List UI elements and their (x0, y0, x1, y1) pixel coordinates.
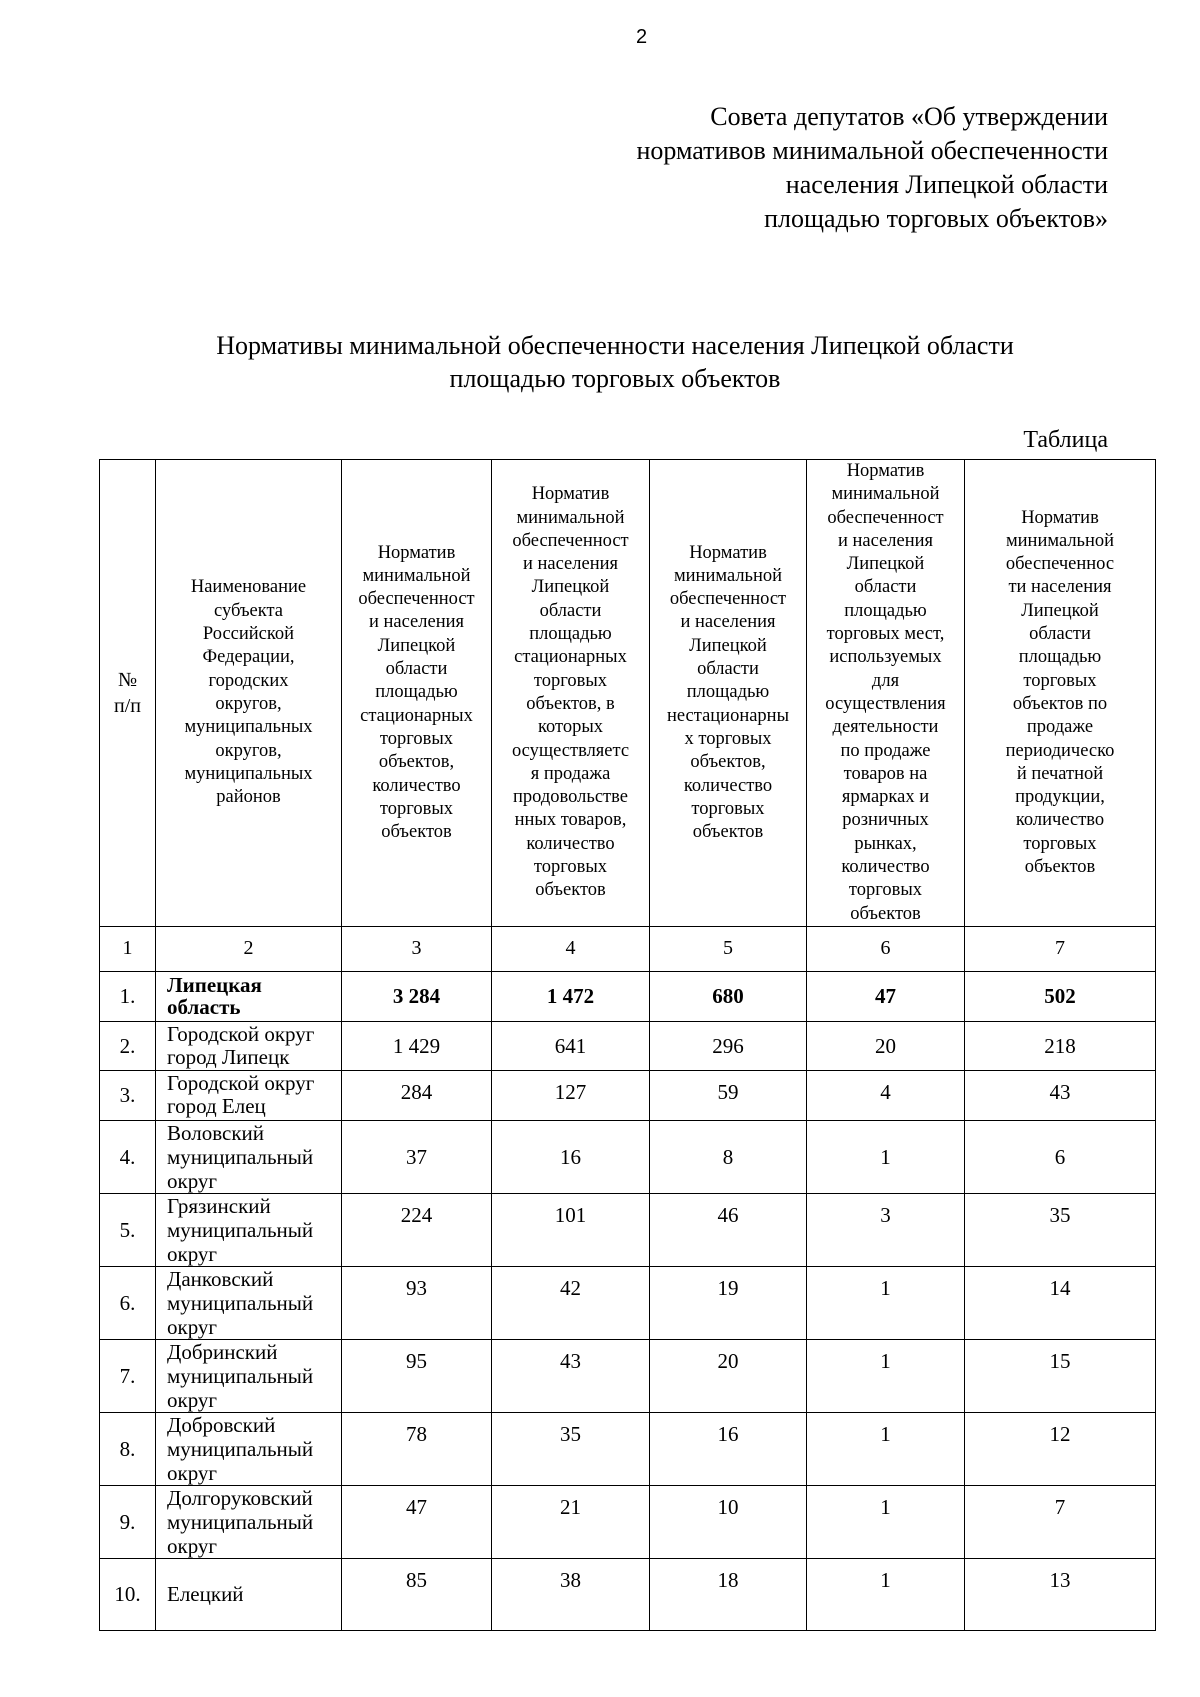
header-text-line: Норматив (689, 542, 767, 563)
value-col-5: 680 (650, 971, 807, 1021)
region-name-line: муниципальный (167, 1144, 314, 1169)
table-row (100, 1120, 1156, 1193)
header-line: Совета депутатов «Об утверждении (710, 102, 1108, 131)
table-row (100, 971, 1156, 1021)
header-text-line: объектов (692, 822, 764, 843)
header-text-line: районов (216, 787, 281, 808)
region-name-line: муниципальный (167, 1363, 314, 1388)
header-text-line: количество (683, 775, 773, 796)
title-line: Нормативы минимальной обеспеченности населения Липецкой области (216, 331, 1014, 360)
header-text-line: торговых (1023, 833, 1097, 854)
header-text-line: площадью (529, 624, 612, 645)
title-line: площадью торговых объектов (449, 364, 781, 393)
header-text-line: нных товаров, (514, 810, 627, 831)
table-body (100, 971, 1156, 1630)
header-text-line: Норматив (377, 542, 456, 563)
header-text-line: минимальной (362, 565, 471, 586)
header-text-line: по продаже (840, 740, 931, 761)
header-text-line: муниципальных (184, 717, 313, 738)
value-col-3: 3 284 (342, 971, 492, 1021)
region-name (156, 1070, 342, 1120)
region-name (156, 1485, 342, 1558)
header-text-line: торговых (848, 880, 923, 901)
value-col-6: 1 (807, 1558, 965, 1630)
header-text-line: торговых (379, 798, 454, 819)
column-number: 2 (156, 926, 342, 971)
region-name-line: округ (167, 1460, 218, 1485)
header-text-line: обеспеченност (827, 507, 944, 528)
header-text-line: и населения (680, 612, 776, 633)
value-col-6: 1 (807, 1339, 965, 1412)
header-text-line: и населения (368, 612, 465, 633)
value-col-4: 127 (492, 1070, 650, 1120)
header-text-line: минимальной (516, 507, 625, 528)
row-number: 6. (100, 1266, 156, 1339)
column-number: 3 (342, 926, 492, 971)
header-text-line: области (697, 659, 759, 680)
value-col-6: 20 (807, 1021, 965, 1070)
region-name (156, 1193, 342, 1266)
value-col-7: 15 (965, 1339, 1156, 1412)
header-text-line: области (385, 659, 448, 680)
header-text-line: Липецкой (689, 635, 767, 656)
table-caption: Таблица (1023, 427, 1108, 453)
value-col-3: 284 (342, 1070, 492, 1120)
value-col-7: 6 (965, 1120, 1156, 1193)
column-number-row (100, 926, 1156, 971)
region-name-line: Данковский (167, 1266, 274, 1291)
region-name (156, 1412, 342, 1485)
column-header-4 (492, 460, 650, 927)
column-header-1 (100, 460, 156, 927)
value-col-3: 224 (342, 1193, 492, 1266)
header-text-line: Липецкой (377, 635, 456, 656)
region-name-line: округ (167, 1314, 218, 1339)
region-name-line: Городской округ (167, 1071, 315, 1096)
value-col-4: 1 472 (492, 971, 650, 1021)
row-number: 7. (100, 1339, 156, 1412)
header-text-line: периодическо (1005, 740, 1115, 761)
header-text-line: площадью (1018, 647, 1102, 668)
header-text-line: осуществления (825, 693, 946, 714)
region-name (156, 1021, 342, 1070)
header-text-line: Норматив (1021, 507, 1099, 528)
region-name-line: округ (167, 1533, 218, 1558)
table-row (100, 1193, 1156, 1266)
region-name-line: Добровский (167, 1412, 276, 1437)
region-name-line: город Липецк (167, 1044, 290, 1069)
value-col-4: 38 (492, 1558, 650, 1630)
row-number: 8. (100, 1412, 156, 1485)
header-text-line: объектов по (1012, 693, 1108, 714)
value-col-6: 47 (807, 971, 965, 1021)
column-number: 1 (100, 926, 156, 971)
region-name (156, 1558, 342, 1630)
value-col-7: 12 (965, 1412, 1156, 1485)
value-col-6: 3 (807, 1193, 965, 1266)
value-col-5: 20 (650, 1339, 807, 1412)
region-name (156, 1339, 342, 1412)
header-line: населения Липецкой области (785, 170, 1108, 199)
value-col-5: 46 (650, 1193, 807, 1266)
header-text-line: обеспеченност (512, 530, 629, 551)
value-col-4: 43 (492, 1339, 650, 1412)
table-row (100, 1070, 1156, 1120)
region-name-line: муниципальный (167, 1436, 314, 1461)
page-number: 2 (635, 26, 648, 48)
value-col-4: 35 (492, 1412, 650, 1485)
header-text-line: объектов (535, 880, 606, 901)
region-name (156, 1120, 342, 1193)
value-col-4: 42 (492, 1266, 650, 1339)
header-text-line: х торговых (684, 728, 772, 749)
header-text-line: округов, (215, 693, 282, 714)
value-col-3: 85 (342, 1558, 492, 1630)
header-text-line: Норматив (846, 461, 925, 481)
region-name-line: округ (167, 1387, 218, 1412)
header-text-line: продаже (1026, 717, 1094, 738)
value-col-6: 1 (807, 1120, 965, 1193)
header-text-line: области (1029, 624, 1091, 645)
header-text-line: количество (372, 775, 461, 796)
header-text-line: торговых мест, (826, 624, 945, 645)
header-text-line: Норматив (531, 484, 610, 505)
header-text-line: обеспеченнос (1005, 554, 1115, 575)
header-text-line: торговых (533, 857, 608, 878)
header-text-line: городских (208, 670, 289, 691)
header-text-line: я продажа (530, 763, 611, 784)
header-text-line: объектов, (378, 752, 455, 773)
region-name (156, 1266, 342, 1339)
region-name-line: Грязинский (167, 1193, 271, 1218)
region-name-line: муниципальный (167, 1217, 314, 1242)
value-col-5: 18 (650, 1558, 807, 1630)
value-col-4: 641 (492, 1021, 650, 1070)
value-col-7: 14 (965, 1266, 1156, 1339)
header-text-line: ярмарках и (841, 787, 930, 808)
column-number: 7 (965, 926, 1156, 971)
value-col-3: 37 (342, 1120, 492, 1193)
value-col-7: 218 (965, 1021, 1156, 1070)
header-text-line: объектов (850, 903, 921, 924)
column-number: 5 (650, 926, 807, 971)
header-text-line: муниципальных (184, 763, 313, 784)
value-col-4: 16 (492, 1120, 650, 1193)
header-text-line: обеспеченност (669, 589, 787, 610)
row-number: 5. (100, 1193, 156, 1266)
table-row (100, 1339, 1156, 1412)
value-col-7: 7 (965, 1485, 1156, 1558)
header-text-line: количество (1015, 810, 1105, 831)
column-header-5 (650, 460, 807, 927)
region-name-line: Воловский (167, 1120, 265, 1145)
header-text-line: и населения (837, 530, 934, 551)
region-name-line: область (167, 995, 241, 1020)
header-text-line: Федерации, (202, 647, 295, 668)
table-header-row (100, 460, 1156, 927)
region-name-line: муниципальный (167, 1290, 314, 1315)
header-text-line: продукции, (1015, 787, 1105, 808)
approval-header (636, 100, 1108, 236)
header-text-line: минимальной (831, 484, 940, 505)
header-text-line: обеспеченност (358, 589, 475, 610)
column-header-3 (342, 460, 492, 927)
header-text-line: области (539, 600, 602, 621)
header-text-line: торговых (691, 798, 765, 819)
header-text-line: объектов (381, 822, 452, 843)
value-col-4: 21 (492, 1485, 650, 1558)
value-col-7: 13 (965, 1558, 1156, 1630)
region-name-line: Липецкая (167, 973, 262, 998)
value-col-5: 296 (650, 1021, 807, 1070)
header-text-line: объектов (1024, 857, 1096, 878)
value-col-3: 93 (342, 1266, 492, 1339)
table-row (100, 1558, 1156, 1630)
row-number: 10. (100, 1558, 156, 1630)
table-row (100, 1266, 1156, 1339)
value-col-7: 43 (965, 1070, 1156, 1120)
header-text-line: количество (841, 857, 930, 878)
header-text-line: товаров на (843, 763, 928, 784)
value-col-6: 1 (807, 1412, 965, 1485)
document-title (140, 329, 1090, 395)
header-text-line: и населения (522, 554, 619, 575)
header-text-line: для (871, 670, 900, 691)
value-col-6: 4 (807, 1070, 965, 1120)
header-line: площадью торговых объектов» (764, 204, 1108, 233)
header-text-line: торговых (533, 670, 608, 691)
row-number: 9. (100, 1485, 156, 1558)
header-text-line: торговых (379, 728, 454, 749)
table-row (100, 1485, 1156, 1558)
header-text-line: минимальной (673, 565, 783, 586)
value-col-5: 19 (650, 1266, 807, 1339)
row-number: 2. (100, 1021, 156, 1070)
header-text-line: используемых (829, 647, 942, 668)
header-text-line: розничных (842, 810, 929, 831)
region-name-line: округ (167, 1241, 218, 1266)
header-text-line: округов, (215, 740, 282, 761)
header-text-line: площадью (375, 682, 458, 703)
header-text-line: стационарных (514, 647, 627, 668)
header-text-line: торговых (1023, 670, 1097, 691)
norms-table (99, 459, 1156, 1631)
header-text-line: объектов, в (526, 693, 615, 714)
header-text-line: стационарных (360, 705, 473, 726)
header-text-line: субъекта (214, 600, 283, 621)
value-col-6: 1 (807, 1485, 965, 1558)
region-name-line: округ (167, 1168, 218, 1193)
value-col-3: 95 (342, 1339, 492, 1412)
region-name-line: Елецкий (167, 1582, 244, 1607)
value-col-7: 35 (965, 1193, 1156, 1266)
header-text-line: Липецкой (846, 554, 925, 575)
value-col-6: 1 (807, 1266, 965, 1339)
value-col-5: 10 (650, 1485, 807, 1558)
value-col-7: 502 (965, 971, 1156, 1021)
header-text-line: Липецкой (531, 577, 610, 598)
header-text-line: деятельности (832, 717, 939, 738)
column-number: 4 (492, 926, 650, 971)
column-header-2 (156, 460, 342, 927)
value-col-3: 47 (342, 1485, 492, 1558)
value-col-4: 101 (492, 1193, 650, 1266)
header-text-line: осуществляетс (511, 740, 630, 761)
header-text-line: площадью (686, 682, 770, 703)
region-name-line: муниципальный (167, 1509, 314, 1534)
table-row (100, 1021, 1156, 1070)
region-name-line: Долгоруковский (167, 1485, 313, 1510)
column-header-6 (807, 460, 965, 927)
region-name-line: Добринский (167, 1339, 278, 1364)
column-header-7 (965, 460, 1156, 927)
header-text-line: которых (537, 717, 604, 738)
column-number: 6 (807, 926, 965, 971)
header-text-line: количество (526, 833, 615, 854)
header-text-line: Российской (202, 624, 295, 645)
header-text-line: области (854, 577, 917, 598)
region-name (156, 971, 342, 1021)
header-text-line: площадью (844, 600, 927, 621)
region-name-line: город Елец (167, 1094, 266, 1119)
header-text-line: нестационарны (666, 705, 790, 726)
value-col-5: 16 (650, 1412, 807, 1485)
value-col-5: 59 (650, 1070, 807, 1120)
table-row (100, 1412, 1156, 1485)
value-col-3: 1 429 (342, 1021, 492, 1070)
value-col-3: 78 (342, 1412, 492, 1485)
row-number: 4. (100, 1120, 156, 1193)
value-col-5: 8 (650, 1120, 807, 1193)
header-text-line: п/п (114, 694, 141, 717)
header-text-line: объектов, (690, 752, 766, 773)
header-text-line: Наименование (190, 577, 307, 598)
region-name-line: Городской округ (167, 1021, 315, 1046)
header-text-line: Липецкой (1021, 600, 1099, 621)
header-text-line: рынках, (854, 833, 917, 854)
row-number: 1. (100, 971, 156, 1021)
header-text-line: ти населения (1008, 577, 1112, 598)
header-text-line: минимальной (1005, 530, 1115, 551)
header-text-line: продовольстве (513, 787, 628, 808)
header-text-line: № (117, 668, 138, 691)
row-number: 3. (100, 1070, 156, 1120)
header-text-line: й печатной (1016, 763, 1104, 784)
header-line: нормативов минимальной обеспеченности (636, 136, 1108, 165)
